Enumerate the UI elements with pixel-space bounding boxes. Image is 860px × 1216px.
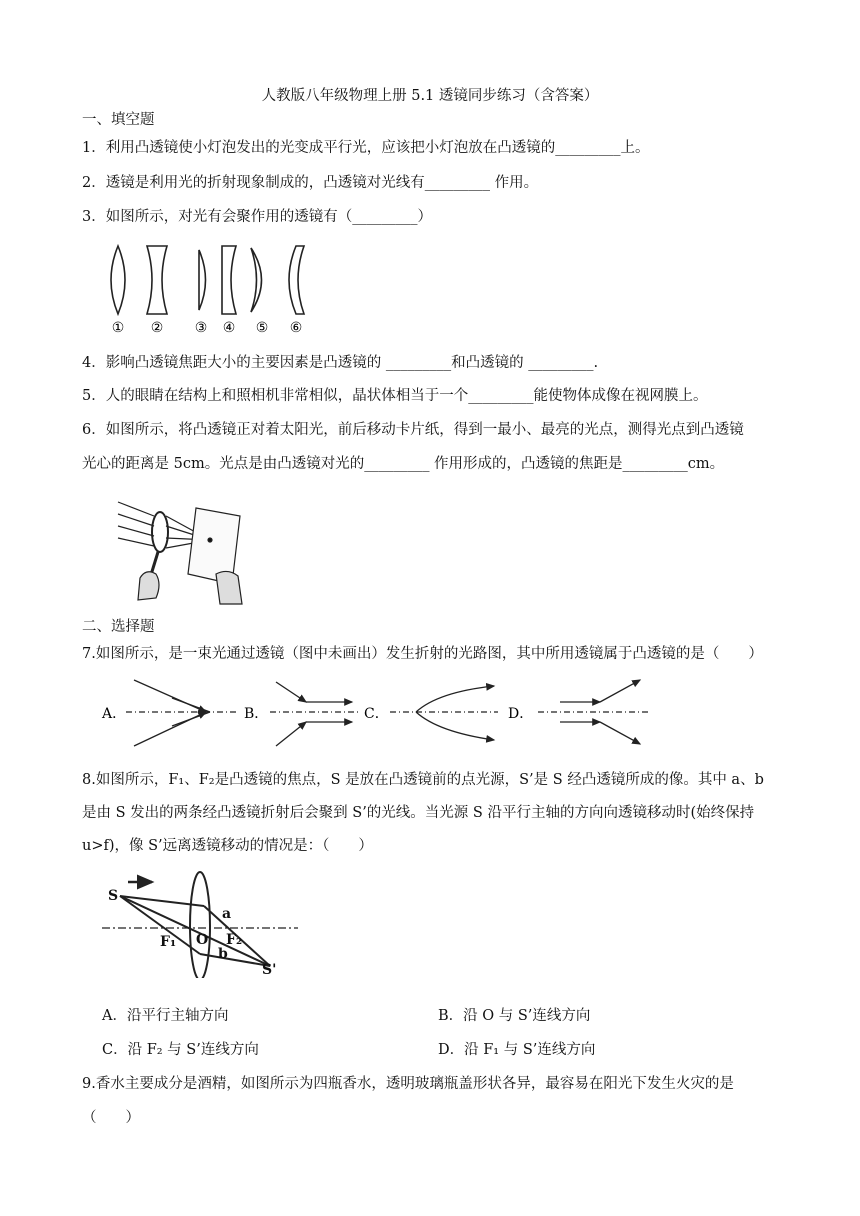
focus-f1-label: F₁ [160, 934, 177, 950]
question-2: 2．透镜是利用光的折射现象制成的，凸透镜对光线有_________ 作用。 [82, 175, 539, 191]
option-b-label: B． [244, 706, 269, 722]
option-d-label: D． [508, 706, 534, 722]
lens-label-4: ④ [222, 320, 236, 336]
question-9-line-2: （ ） [82, 1110, 140, 1126]
question-5: 5．人的眼睛在结构上和照相机非常相似，晶状体相当于一个_________能使物体成像在视网膜上。 [82, 388, 708, 404]
section-heading-choice: 二、选择题 [82, 619, 155, 635]
section-heading-fill-blank: 一、填空题 [82, 112, 155, 128]
lens-shapes-figure [100, 240, 315, 338]
question-6-line-1: 6．如图所示，将凸透镜正对着太阳光，前后移动卡片纸，得到一最小、最亮的光点，测得光点到凸透镜 [82, 422, 744, 438]
lens-label-3: ③ [194, 320, 208, 336]
convex-lens-diagram [100, 866, 300, 978]
question-7: 7.如图所示，是一束光通过透镜（图中未画出）发生折射的光路图，其中所用透镜属于凸透镜的是（ ） [82, 646, 763, 662]
option-c-label: C． [364, 706, 389, 722]
q8-option-b[interactable]: B．沿 O 与 S’连线方向 [438, 1008, 591, 1024]
q8-option-d[interactable]: D．沿 F₁ 与 S’连线方向 [438, 1042, 596, 1058]
question-1: 1．利用凸透镜使小灯泡发出的光变成平行光，应该把小灯泡放在凸透镜的_________上。 [82, 140, 650, 156]
question-8-line-2: 是由 S 发出的两条经凸透镜折射后会聚到 S’的光线。当光源 S 沿平行主轴的方向向透镜移动时(始终保持 [82, 805, 755, 821]
optical-center-label: O [196, 932, 209, 948]
lens-label-5: ⑤ [255, 320, 269, 336]
question-8-line-1: 8.如图所示，F₁、F₂是凸透镜的焦点，S 是放在凸透镜前的点光源，S’是 S 经凸透镜所成的像。其中 a、b [82, 772, 764, 788]
ray-a-label: a [222, 906, 232, 922]
ray-diagrams-figure [98, 672, 658, 752]
option-a-label: A． [102, 706, 127, 722]
question-3: 3．如图所示，对光有会聚作用的透镜有（_________） [82, 209, 432, 225]
question-9-line-1: 9.香水主要成分是酒精，如图所示为四瓶香水，透明玻璃瓶盖形状各异，最容易在阳光下发生火灾的是 [82, 1076, 734, 1092]
lens-label-6: ⑥ [289, 320, 303, 336]
lens-label-1: ① [111, 320, 125, 336]
focus-f2-label: F₂ [226, 932, 243, 948]
question-6-line-2: 光心的距离是 5cm。光点是由凸透镜对光的_________ 作用形成的，凸透镜的焦距是_________cm。 [82, 456, 725, 472]
source-s-label: S [108, 888, 119, 904]
question-8-line-3: u>f)，像 S’远离透镜移动的情况是：（ ） [82, 838, 373, 854]
ray-b-label: b [218, 946, 228, 962]
lens-label-2: ② [150, 320, 164, 336]
page-title: 人教版八年级物理上册 5.1 透镜同步练习（含答案） [261, 88, 599, 104]
q8-option-c[interactable]: C．沿 F₂ 与 S’连线方向 [102, 1042, 259, 1058]
q8-option-a[interactable]: A．沿平行主轴方向 [102, 1008, 229, 1024]
sunlight-lens-illustration [116, 488, 248, 606]
image-s-prime-label: S' [262, 962, 277, 978]
question-4: 4．影响凸透镜焦距大小的主要因素是凸透镜的 _________和凸透镜的 _________. [82, 355, 599, 371]
